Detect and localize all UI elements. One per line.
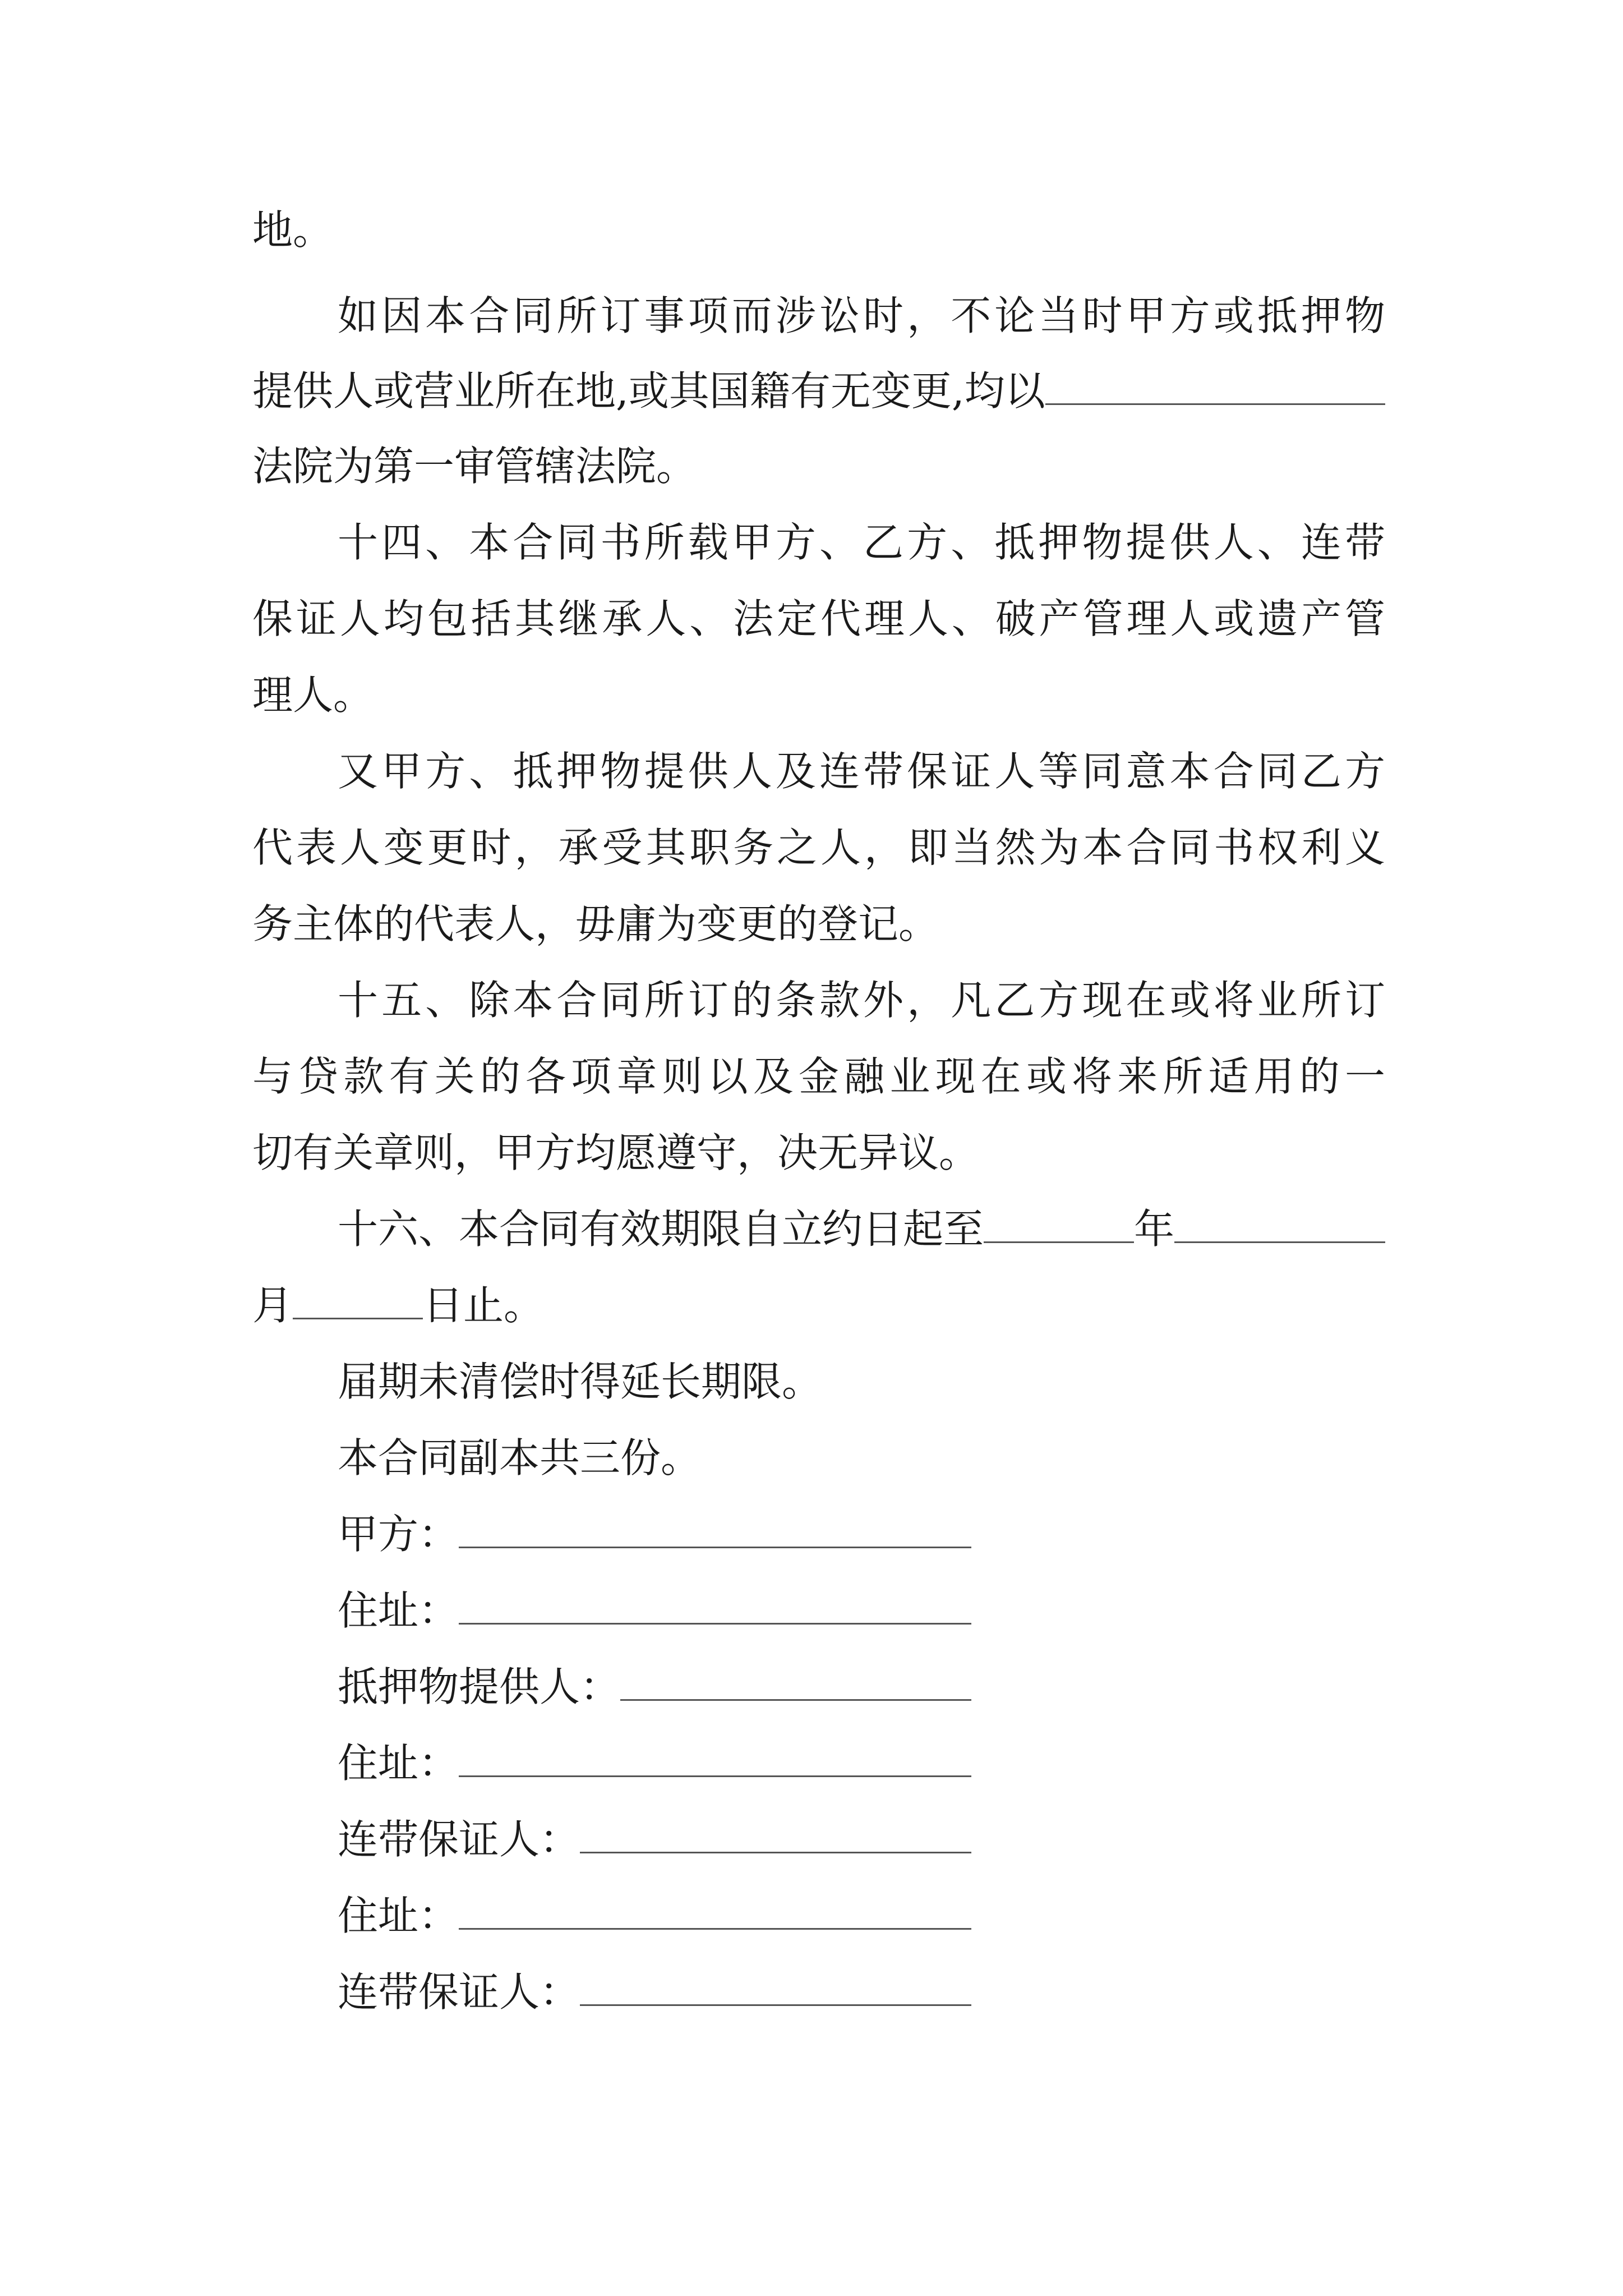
paragraph-line	[252, 441, 1385, 491]
line-text: 十五、除本合同所订的条款外，凡乙方现在或将业所订	[338, 977, 1385, 1024]
line-text: 与贷款有关的各项章则以及金融业现在或将来所适用的一	[252, 1053, 1385, 1100]
year-blank[interactable]	[984, 1207, 1134, 1243]
signature-blank[interactable]	[459, 1512, 971, 1548]
paragraph-line	[338, 975, 1385, 1025]
signature-row	[338, 1585, 971, 1636]
line-text: 又甲方、抵押物提供人及连带保证人等同意本合同乙方	[338, 748, 1385, 795]
paragraph-line	[338, 291, 1385, 341]
line-text: 地。	[252, 206, 334, 254]
line-text: 提供人或营业所在地,或其国籍有无变更,均以	[252, 367, 1045, 415]
paragraph-line	[338, 517, 1385, 568]
paragraph-line	[338, 1204, 1385, 1254]
line-text: 月	[252, 1282, 293, 1329]
signature-label: 连带保证人：	[338, 1816, 580, 1863]
month-blank[interactable]	[1174, 1207, 1385, 1243]
court-blank[interactable]	[1045, 369, 1385, 405]
paragraph-line	[338, 746, 1385, 797]
line-text: 切有关章则，甲方均愿遵守，决无异议。	[252, 1129, 980, 1176]
paragraph-line	[252, 205, 1385, 255]
line-text: 届期未清偿时得延长期限。	[338, 1358, 823, 1405]
signature-row	[338, 1890, 971, 1941]
paragraph-line	[252, 1051, 1385, 1102]
line-text: 日止。	[423, 1282, 545, 1329]
paragraph-line	[338, 1356, 1385, 1407]
line-text: 十六、本合同有效期限自立约日起至	[338, 1205, 984, 1253]
signature-label: 抵押物提供人：	[338, 1663, 621, 1710]
paragraph-line	[252, 670, 1385, 720]
line-text: 保证人均包括其继承人、法定代理人、破产管理人或遗产管	[252, 595, 1385, 642]
line-text: 年	[1134, 1205, 1175, 1253]
signature-row	[338, 1967, 971, 2017]
signature-blank[interactable]	[580, 1817, 971, 1853]
signature-label: 连带保证人：	[338, 1968, 580, 2016]
signature-label: 住址：	[338, 1587, 459, 1634]
day-blank[interactable]	[293, 1283, 423, 1319]
paragraph-line	[338, 1433, 1385, 1483]
signature-row	[338, 1814, 971, 1865]
paragraph-line	[252, 593, 1385, 644]
signature-blank[interactable]	[459, 1893, 971, 1930]
paragraph-line	[252, 899, 1385, 949]
line-text: 代表人变更时，承受其职务之人，即当然为本合同书权利义	[252, 824, 1385, 871]
paragraph-line	[252, 1128, 1385, 1178]
line-text: 法院为第一审管辖法院。	[252, 443, 697, 490]
line-text: 如因本合同所订事项而涉讼时，不论当时甲方或抵押物	[338, 292, 1385, 339]
line-text: 理人。	[252, 671, 374, 719]
signature-label: 住址：	[338, 1740, 459, 1787]
signature-row	[338, 1738, 971, 1788]
signature-blank[interactable]	[620, 1664, 971, 1701]
signature-label: 住址：	[338, 1892, 459, 1939]
signature-row	[338, 1509, 971, 1559]
paragraph-line	[252, 822, 1385, 873]
line-text: 十四、本合同书所载甲方、乙方、抵押物提供人、连带	[338, 519, 1385, 566]
signature-blank[interactable]	[459, 1741, 971, 1777]
signature-row	[338, 1662, 971, 1712]
line-text: 本合同副本共三份。	[338, 1434, 702, 1481]
signature-label: 甲方：	[338, 1511, 459, 1558]
line-text: 务主体的代表人，毋庸为变更的登记。	[252, 900, 939, 947]
signature-blank[interactable]	[580, 1970, 971, 2006]
paragraph-line	[252, 366, 1385, 416]
signature-blank[interactable]	[459, 1588, 971, 1625]
paragraph-line	[252, 1280, 1385, 1331]
